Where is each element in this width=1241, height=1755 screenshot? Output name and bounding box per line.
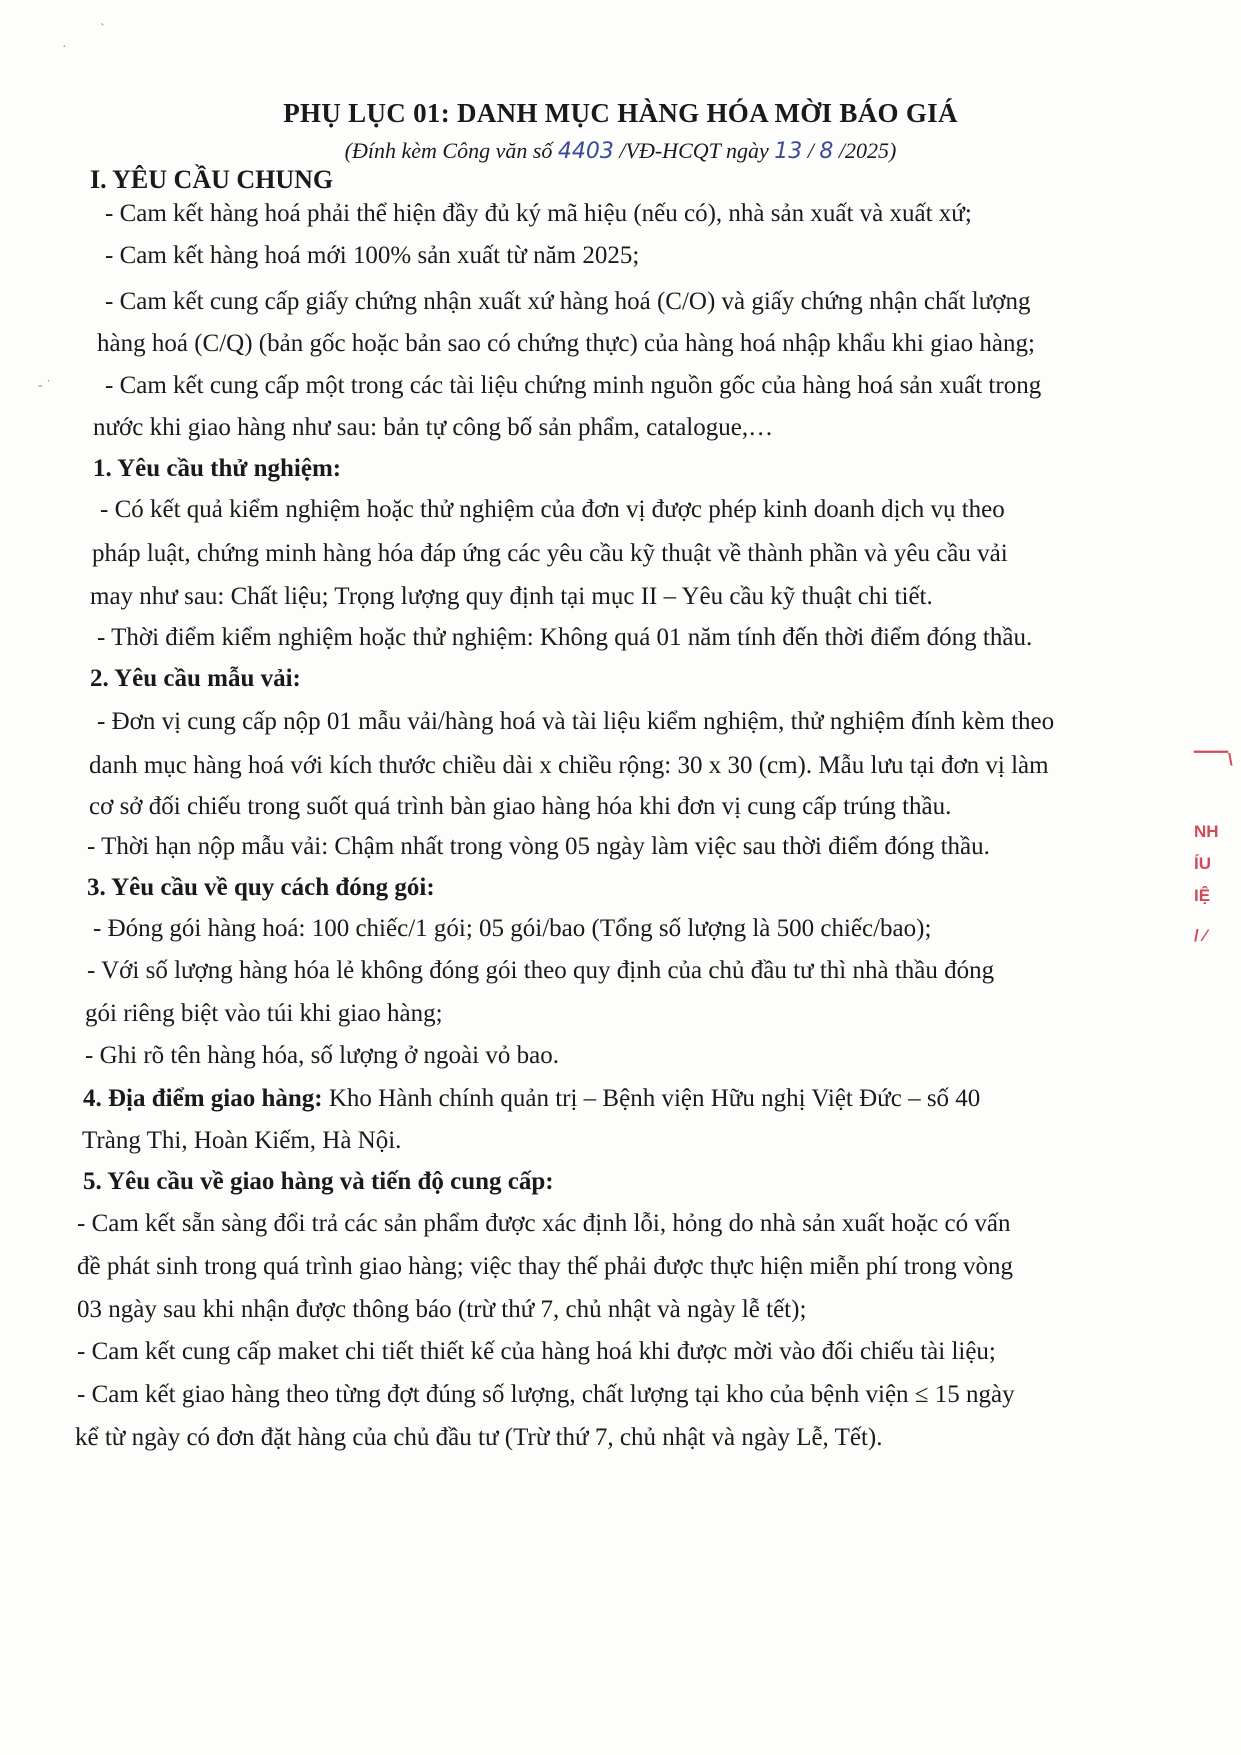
- text-line: - Ghi rõ tên hàng hóa, số lượng ở ngoài vỏ bao.: [85, 1042, 559, 1069]
- text-line: - Thời hạn nộp mẫu vải: Chậm nhất trong vòng 05 ngày làm việc sau thời điểm đóng thầu.: [87, 833, 990, 860]
- text-line: - Cam kết hàng hoá phải thể hiện đầy đủ ký mã hiệu (nếu có), nhà sản xuất và xuất xứ;: [105, 200, 972, 227]
- document-title: PHỤ LỤC 01: DANH MỤC HÀNG HÓA MỜI BÁO GIÁ: [283, 98, 958, 128]
- subtitle-suffix: /2025): [838, 138, 897, 163]
- text-line: đề phát sinh trong quá trình giao hàng; việc thay thế phải được thực hiện miễn phí trong vòng: [77, 1253, 1013, 1280]
- text-line: hàng hoá (C/Q) (bản gốc hoặc bản sao có chứng thực) của hàng hoá nhập khẩu khi giao hàng;: [97, 330, 1035, 357]
- stamp-text: ÍU: [1194, 854, 1211, 873]
- scan-speck: ‐ ˙: [38, 378, 51, 393]
- text-line: gói riêng biệt vào túi khi giao hàng;: [85, 1000, 443, 1027]
- subsection-heading: 2. Yêu cầu mẫu vải:: [90, 665, 301, 692]
- subtitle-prefix: (Đính kèm Công văn số: [344, 138, 553, 163]
- text-line: may như sau: Chất liệu; Trọng lượng quy định tại mục II – Yêu cầu kỹ thuật chi tiết.: [90, 583, 933, 610]
- text-line: - Thời điểm kiểm nghiệm hoặc thử nghiệm: Không quá 01 năm tính đến thời điểm đóng thầu.: [97, 624, 1033, 651]
- text-line: - Cam kết sẵn sàng đổi trả các sản phẩm được xác định lỗi, hỏng do nhà sản xuất hoặc có vấn: [77, 1210, 1011, 1237]
- text-line: - Cam kết cung cấp giấy chứng nhận xuất xứ hàng hoá (C/O) và giấy chứng nhận chất lượng: [105, 288, 1031, 315]
- text-line: - Cam kết hàng hoá mới 100% sản xuất từ năm 2025;: [105, 242, 640, 269]
- subtitle-sep: /: [807, 138, 814, 163]
- subsection-heading-text: Kho Hành chính quản trị – Bệnh viện Hữu nghị Việt Đức – số 40: [322, 1085, 981, 1112]
- text-line: - Cam kết cung cấp một trong các tài liệu chứng minh nguồn gốc của hàng hoá sản xuất trong: [105, 372, 1042, 399]
- text-line: - Có kết quả kiểm nghiệm hoặc thử nghiệm của đơn vị được phép kinh doanh dịch vụ theo: [100, 496, 1005, 523]
- text-line: - Đóng gói hàng hoá: 100 chiếc/1 gói; 05 gói/bao (Tổng số lượng là 500 chiếc/bao);: [93, 915, 932, 942]
- subsection-heading: 1. Yêu cầu thử nghiệm:: [93, 455, 342, 482]
- text-line: Tràng Thi, Hoàn Kiếm, Hà Nội.: [82, 1127, 402, 1154]
- subtitle-middle: /VĐ-HCQT ngày: [619, 138, 769, 163]
- text-line: cơ sở đối chiếu trong suốt quá trình bàn giao hàng hóa khi đơn vị cung cấp trúng thầu.: [89, 793, 952, 820]
- text-line: pháp luật, chứng minh hàng hóa đáp ứng các yêu cầu kỹ thuật về thành phần và yêu cầu vải: [92, 540, 1008, 567]
- stamp-text: IỆ: [1194, 886, 1211, 905]
- text-line: 03 ngày sau khi nhận được thông báo (trừ thứ 7, chủ nhật và ngày lễ tết);: [77, 1296, 807, 1323]
- subsection-heading: 5. Yêu cầu về giao hàng và tiến độ cung cấp:: [83, 1168, 554, 1195]
- handwritten-doc-number: 4403: [557, 139, 614, 164]
- stamp-text: NH: [1194, 822, 1219, 841]
- handwritten-month: 8: [819, 139, 834, 164]
- text-line: - Đơn vị cung cấp nộp 01 mẫu vải/hàng hoá và tài liệu kiểm nghiệm, thử nghiệm đính kèm theo: [97, 708, 1055, 735]
- text-line: - Với số lượng hàng hóa lẻ không đóng gói theo quy định của chủ đầu tư thì nhà thầu đóng: [87, 957, 995, 984]
- scan-speck: ˋ: [100, 22, 105, 37]
- document-subtitle: [0, 138, 1241, 164]
- section-heading: I. YÊU CẦU CHUNG: [90, 165, 334, 194]
- text-line: kể từ ngày có đơn đặt hàng của chủ đầu tư (Trừ thứ 7, chủ nhật và ngày Lễ, Tết).: [75, 1424, 883, 1451]
- text-line: nước khi giao hàng như sau: bản tự công bố sản phẩm, catalogue,…: [93, 414, 774, 441]
- stamp-mark: / ⁄: [1194, 926, 1207, 945]
- subsection-heading: 3. Yêu cầu về quy cách đóng gói:: [87, 874, 435, 901]
- subsection-heading: [83, 1085, 980, 1113]
- red-stamp-fragment: [1190, 750, 1240, 980]
- subsection-heading-label: 4. Địa điểm giao hàng:: [83, 1085, 323, 1112]
- text-line: - Cam kết giao hàng theo từng đợt đúng số lượng, chất lượng tại kho của bệnh viện ≤ 15 ngày: [77, 1381, 1015, 1408]
- text-line: danh mục hàng hoá với kích thước chiều dài x chiều rộng: 30 x 30 (cm). Mẫu lưu tại đơn vị làm: [89, 752, 1049, 779]
- scan-speck: ·: [62, 40, 67, 55]
- stamp-mark: ⎺⎺\: [1194, 750, 1233, 769]
- handwritten-day: 13: [774, 139, 803, 164]
- text-line: - Cam kết cung cấp maket chi tiết thiết kế của hàng hoá khi được mời vào đối chiếu tài liệu;: [77, 1338, 996, 1365]
